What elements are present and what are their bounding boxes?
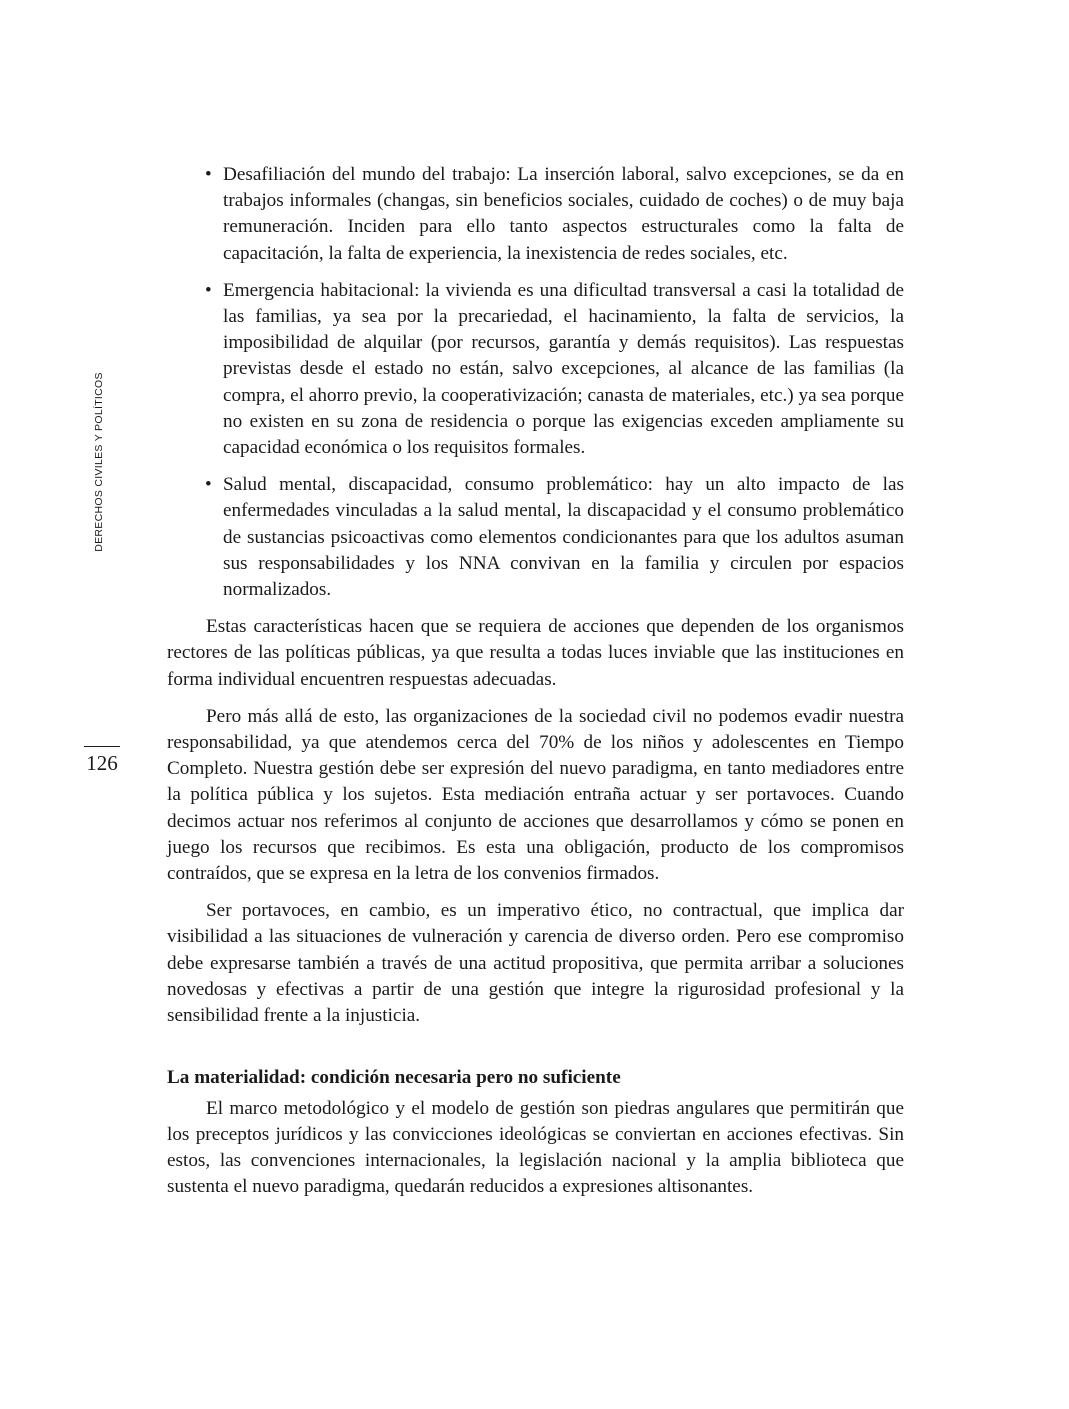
paragraph: Ser portavoces, en cambio, es un imperativo ético, no contractual, que implica dar visibilidad a las situaciones de vulneración y carencia de diverso orden. Pero ese compromiso debe expresarse también a través de una actitud propositiva, que permita arribar a soluciones novedosas y efectivas a partir de una gestión que integre la rigurosidad profesional y la sensibilidad frente a la injusticia. — [167, 900, 904, 1027]
section-heading: La materialidad: condición necesaria pero no suficiente — [167, 1067, 621, 1089]
page-number: 126 — [86, 751, 118, 775]
paragraph: Estas características hacen que se requiera de acciones que dependen de los organismos rectores de las políticas públicas, ya que resulta a todas luces inviable que las instituciones en forma individual encuentren respuestas adecuadas. — [167, 616, 904, 690]
body-text — [167, 162, 904, 1200]
bullet-item-housing: • Emergencia habitacional: la vivienda es una dificultad transversal a casi la totalidad de las familias, ya sea por la precariedad, el hacinamiento, la falta de servicios, la imposibilidad de alquilar (por recursos, garantía y demás requisitos). Las respuestas previstas desde el estado no están, salvo excepciones, al alcance de las familias (la compra, el ahorro previo, la cooperativización; canasta de materiales, etc.) ya sea porque no existen en su zona de residencia o porque las exigencias exceden ampliamente su capacidad económica o los requisitos formales. — [223, 278, 904, 461]
bullet-item-employment: • Desafiliación del mundo del trabajo: La inserción laboral, salvo excepciones, se da en trabajos informales (changas, sin beneficios sociales, cuidado de coches) o de muy baja remuneración. Inciden para ello tanto aspectos estructurales como la falta de capacitación, la falta de experiencia, la inexistencia de redes sociales, etc. — [223, 162, 904, 267]
bullet-item-mental-health: • Salud mental, discapacidad, consumo problemático: hay un alto impacto de las enfermedades vinculadas a la salud mental, la discapacidad y el consumo problemático de sustancias psicoactivas como elementos condicionantes para que los adultos asuman sus responsabilidades y los NNA convivan en la familia y circulen por espacios normalizados. — [223, 472, 904, 603]
running-head: DERECHOS CIVILES Y POLÍTICOS — [93, 372, 105, 552]
section-paragraph: El marco metodológico y el modelo de gestión son piedras angulares que permitirán que los preceptos jurídicos y las convicciones ideológicas se conviertan en acciones efectivas. Sin estos, las convenciones internacionales, la legislación nacional y la amplia biblioteca que sustenta el nuevo paradigma, quedarán reducidos a expresiones altisonantes. — [167, 1097, 904, 1198]
page-number-rule — [84, 746, 120, 747]
bullet-list — [167, 162, 904, 603]
paragraph: Pero más allá de esto, las organizaciones de la sociedad civil no podemos evadir nuestra responsabilidad, ya que atendemos cerca del 70% de los niños y adolescentes en Tiempo Completo. Nuestra gestión debe ser expresión del nuevo paradigma, en tanto mediadores entre la política pública y los sujetos. Esta mediación entraña actuar y ser portavoces. Cuando decimos actuar nos referimos al conjunto de acciones que desarrollamos y cómo se ponen en juego los recursos que recibimos. Es esta una obligación, producto de los compromisos contraídos, que se expresa en la letra de los convenios firmados. — [167, 705, 904, 885]
